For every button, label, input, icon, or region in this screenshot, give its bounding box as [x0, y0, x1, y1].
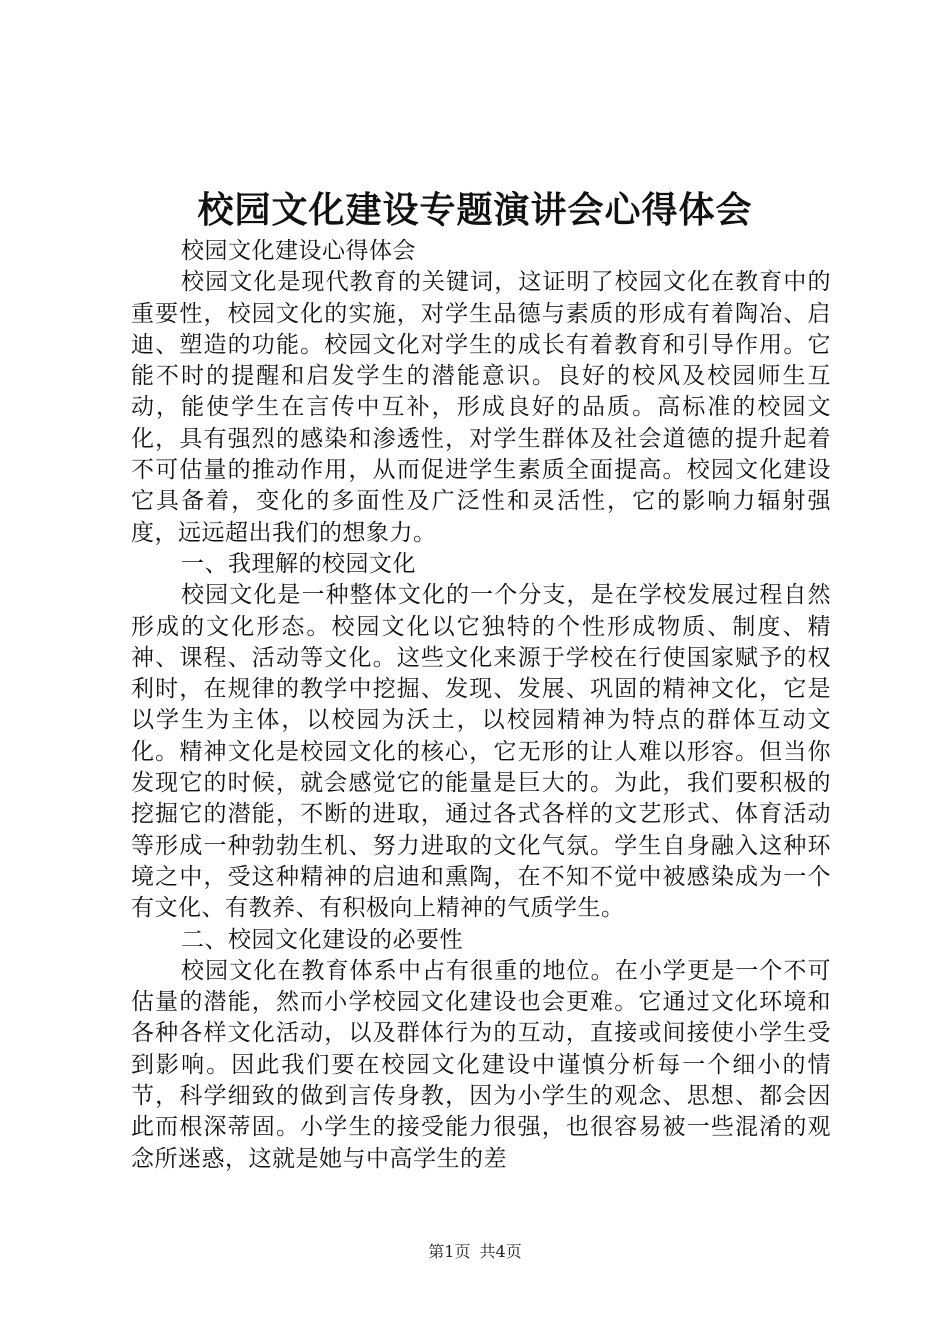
subtitle-paragraph: 校园文化建设心得体会 — [181, 238, 416, 264]
page-number-current: 第1页 — [428, 1242, 471, 1261]
document-title: 校园文化建设专题演讲会心得体会 — [197, 189, 753, 231]
document-body — [131, 236, 831, 1175]
section-heading: 一、我理解的校园文化 — [181, 550, 416, 577]
section-heading: 二、校园文化建设的必要性 — [181, 926, 463, 953]
body-paragraph: 校园文化在教育体系中占有很重的地位。在小学更是一个不可估量的潜能，然而小学校园文化建设也会更难。它通过文化环境和各种各样文化活动，以及群体行为的互动，直接或间接使小学生受到影响。因此我们要在校园文化建设中谨慎分析每一个细小的情节，科学细致的做到言传身教，因为小学生的观念、思想、都会因此而根深蒂固。小学生的接受能力很强，也很容易被一些混淆的观念所迷惑，这就是她与中高学生的差 — [131, 957, 831, 1172]
body-paragraph: 校园文化是一种整体文化的一个分支，是在学校发展过程自然形成的文化形态。校园文化以它独特的个性形成物质、制度、精神、课程、活动等文化。这些文化来源于学校在行使国家赋予的权利时，在规律的教学中挖掘、发现、发展、巩固的精神文化，它是以学生为主体，以校园为沃土，以校园精神为特点的群体互动文化。精神文化是校园文化的核心，它无形的让人难以形容。但当你发现它的时候，就会感觉它的能量是巨大的。为此，我们要积极的挖掘它的潜能，不断的进取，通过各式各样的文艺形式、体育活动等形成一种勃勃生机、努力进取的文化气氛。学生自身融入这种环境之中，受这种精神的启迪和熏陶，在不知不觉中被感染成为一个有文化、有教养、有积极向上精神的气质学生。 — [131, 582, 831, 922]
page-footer — [0, 1242, 950, 1262]
page-number-total: 共4页 — [479, 1242, 522, 1261]
body-paragraph: 校园文化是现代教育的关键词，这证明了校园文化在教育中的重要性，校园文化的实施，对学生品德与素质的形成有着陶冶、启迪、塑造的功能。校园文化对学生的成长有着教育和引导作用。它能不时的提醒和启发学生的潜能意识。良好的校风及校园师生互动，能使学生在言传中互补，形成良好的品质。高标准的校园文化，具有强烈的感染和渗透性，对学生群体及社会道德的提升起着不可估量的推动作用，从而促进学生素质全面提高。校园文化建设它具备着，变化的多面性及广泛性和灵活性，它的影响力辐射强度，远远超出我们的想象力。 — [131, 269, 831, 546]
